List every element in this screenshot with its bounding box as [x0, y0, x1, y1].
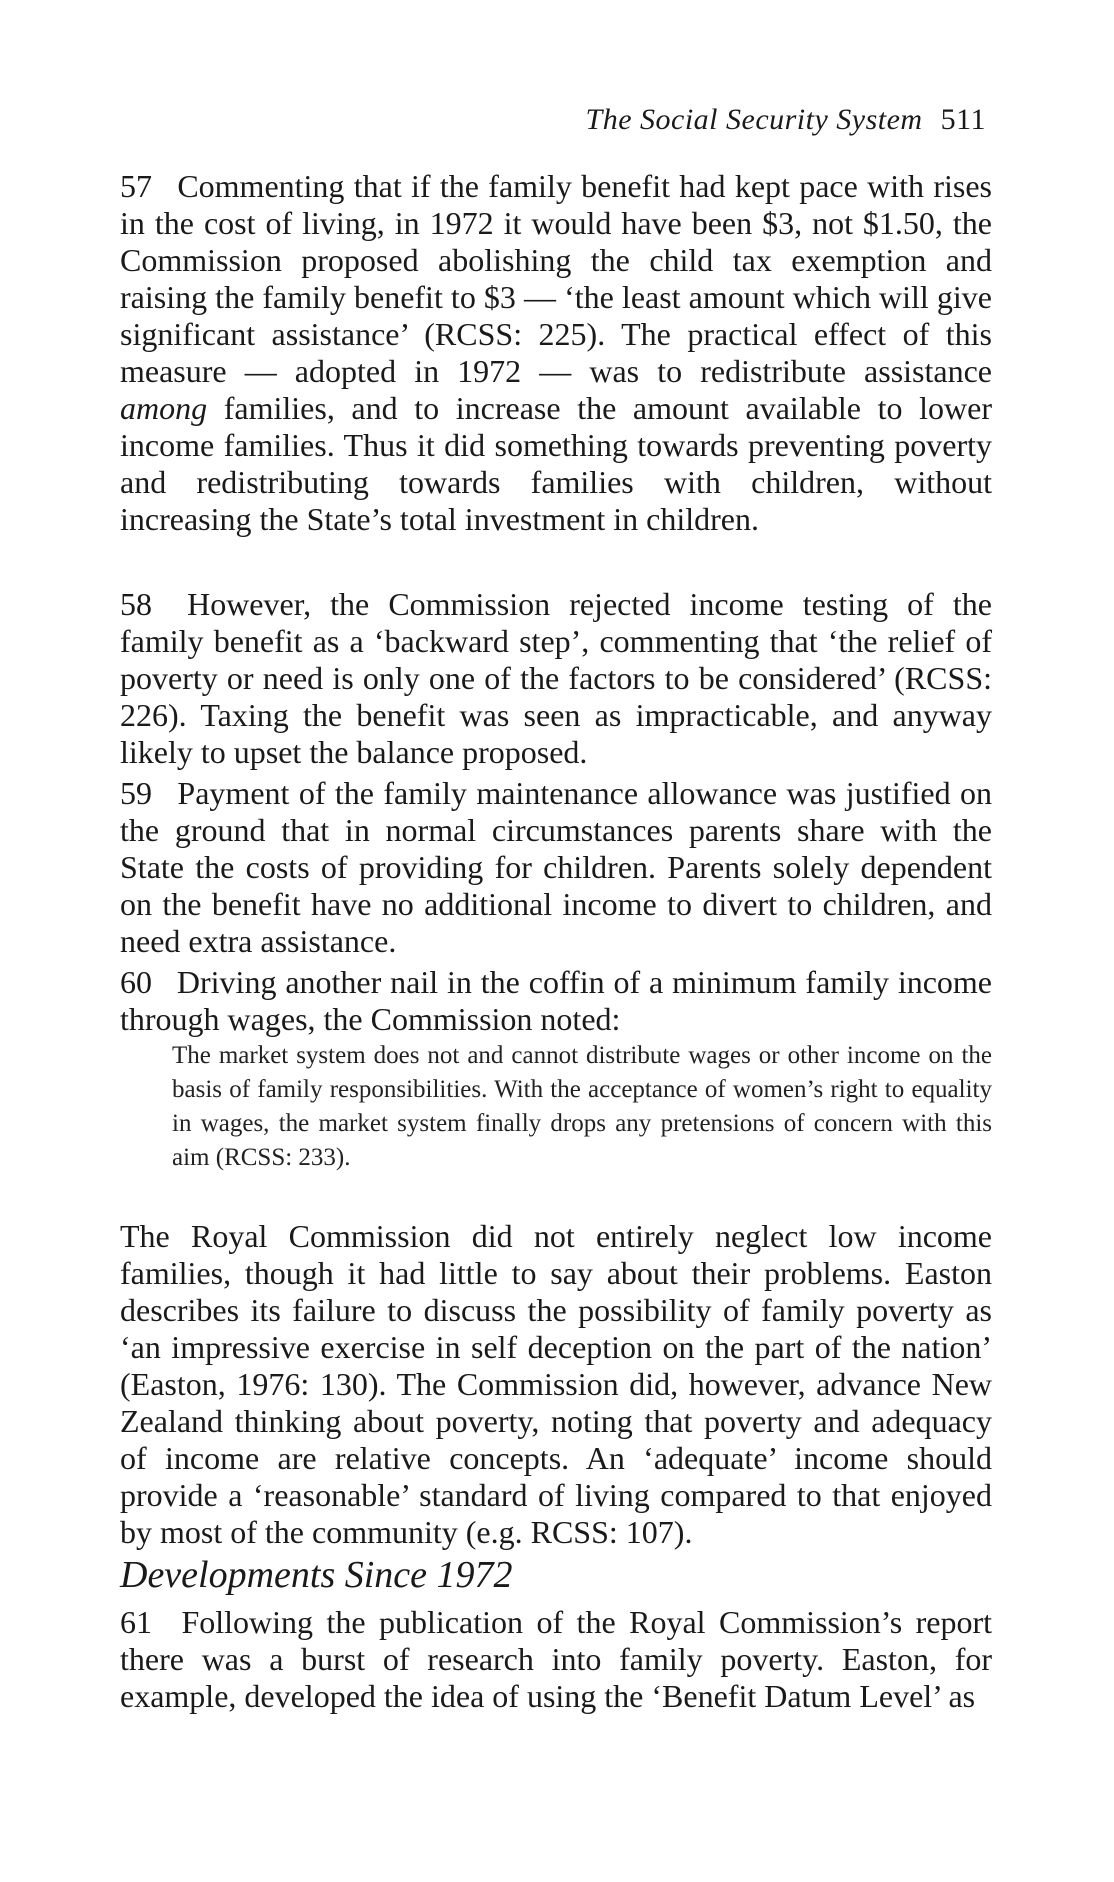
paragraph-text: However, the Commission rejected income testing of the family benefit as a ‘backward step’, commenting that ‘the relief of poverty or need is only one of the factors to be considered’ (RCSS: 226). Taxing the benefit was seen as impracticable, and anyway likely to upset the balance proposed. — [120, 586, 993, 770]
paragraph-58 — [120, 586, 992, 771]
paragraph-number: 59 — [120, 775, 152, 811]
paragraph-text: Commenting that if the family benefit had kept pace with rises in the cost of living, in 1972 it would have been $3, not $1.50, the Commission proposed abolishing the child tax exemption and raising the family benefit to $3 — ‘the least amount which will give significant assistance’ (RCSS: 225). The practical effect of this measure — adopted in 1972 — was to redistribute assistance — [120, 168, 992, 389]
paragraph-61 — [120, 1604, 992, 1715]
paragraph-number: 58 — [120, 586, 152, 622]
paragraph-text: Following the publication of the Royal Commission’s report there was a burst of research into family poverty. Easton, for example, developed the idea of using the ‘Benefit Datum Level’ as — [120, 1604, 993, 1714]
section-heading: Developments Since 1972 — [120, 1554, 513, 1596]
paragraph-number: 60 — [120, 964, 152, 1000]
block-quote: The market system does not and cannot distribute wages or other income on the basis of family responsibilities. With the acceptance of women’s right to equality in wages, the market system finally drops any pretensions of concern with this aim (RCSS: 233). — [172, 1042, 992, 1171]
paragraph-57 — [120, 168, 992, 538]
page-number: 511 — [940, 103, 986, 136]
paragraph-number: 61 — [120, 1604, 152, 1640]
paragraph-text: families, and to increase the amount available to lower income families. Thus it did something towards preventing poverty and redistributing towards families with children, without increasing the State’s total investment in children. — [120, 390, 993, 537]
paragraph-continuation: The Royal Commission did not entirely neglect low income families, though it had little to say about their problems. Easton describes its failure to discuss the possibility of family poverty as ‘an impressive exercise in self deception on the part of the nation’ (Easton, 1976: 130). The Commission did, however, advance New Zealand thinking about poverty, noting that poverty and adequacy of income are relative concepts. An ‘adequate’ income should provide a ‘reasonable’ standard of living compared to that enjoyed by most of the community (e.g. RCSS: 107). — [120, 1218, 992, 1550]
emphasis-text: among — [120, 390, 208, 426]
paragraph-text: Driving another nail in the coffin of a minimum family income through wages, the Commission noted: — [120, 964, 993, 1037]
running-head-title: The Social Security System — [585, 103, 923, 136]
paragraph-60 — [120, 964, 992, 1038]
paragraph-59 — [120, 775, 992, 960]
running-head — [120, 100, 986, 140]
paragraph-text: Payment of the family maintenance allowance was justified on the ground that in normal circumstances parents share with the State the costs of providing for children. Parents solely dependent on the benefit have no additional income to divert to children, and need extra assistance. — [120, 775, 993, 959]
paragraph-number: 57 — [120, 168, 152, 204]
